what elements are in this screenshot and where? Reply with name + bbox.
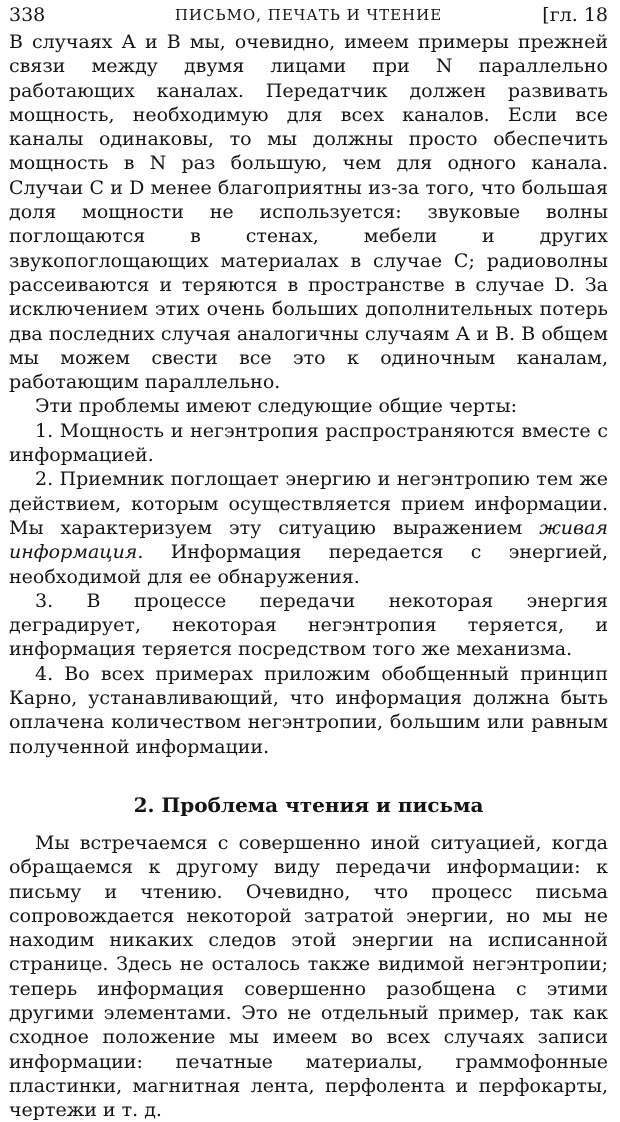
page-number: 338	[9, 4, 46, 26]
list-item-4: 4. Во всех примерах приложим обобщенный принцип Карно, устанавливающий, что информация должна быть оплачена количеством негэнтропии, большим или равным полученной информации.	[9, 662, 608, 758]
paragraph-writing-reading: Мы встречаемся с совершенно иной ситуацией, когда обращаемся к другому виду передачи информации: к письму и чтению. Очевидно, что процесс письма сопровождается некоторой затратой энергии, но мы не находим никаких следов этой энергии на исписанной странице. Здесь не осталось также видимой негэнтропии; теперь информация совершенно разобщена с этими другими элементами. Это не отдельный пример, так как сходное положение мы имеем во всех случаях записи информации: печатные материалы, граммофонные пластинки, магнитная лента, перфолента и перфокарты, чертежи и т. д.	[9, 831, 608, 1122]
list-item-2	[9, 467, 608, 588]
running-head	[9, 0, 608, 30]
paragraph-cases-ab: В случаях А и В мы, очевидно, имеем примеры прежней связи между двумя лицами при N параллельно работающих каналах. Передатчик должен развивать мощность, необходимую для всех каналов. Если все каналы одинаковы, то мы должны просто обеспечить мощность в N раз большую, чем для одного канала. Случаи C и D менее благоприятны из-за того, что большая доля мощности не используется: звуковые волны поглощаются в стенах, мебели и других звукопоглощающих материалах в случае C; радиоволны рассеиваются и теряются в пространстве в случае D. За исключением этих очень больших дополнительных потерь два последних случая аналогичны случаям А и В. В общем мы можем свести все это к одиночным каналам, работающим параллельно.	[9, 31, 608, 394]
list-item-2-text-b: Информация передается с энергией, необходимой для ее обнаружения.	[9, 541, 608, 588]
list-item-2-emphasis: живая информация.	[9, 516, 608, 564]
running-title: ПИСЬМО, ПЕЧАТЬ И ЧТЕНИЕ	[174, 6, 443, 24]
section-heading: 2. Проблема чтения и письма	[133, 792, 484, 817]
chapter-reference: [гл. 18	[542, 4, 608, 26]
list-item-1: 1. Мощность и негэнтропия распространяются вместе с информацией.	[9, 419, 608, 467]
list-item-2-text-a: 2. Приемник поглощает энергию и негэнтропию тем же действием, которым осуществляется прием информации. Мы характеризуем эту ситуацию выражением	[9, 468, 608, 539]
paragraph-common-features: Эти проблемы имеют следующие общие черты:	[35, 395, 517, 418]
list-item-3: 3. В процессе передачи некоторая энергия деградирует, некоторая негэнтропия теряется, и информация теряется посредством того же механизма.	[9, 589, 608, 661]
